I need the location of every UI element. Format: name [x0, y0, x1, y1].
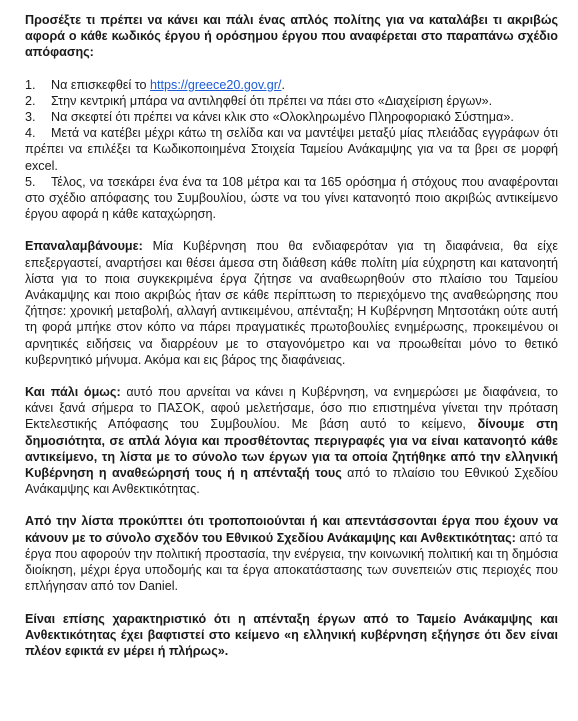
paragraph-repeat [25, 238, 558, 368]
spacer [25, 222, 558, 238]
list-text: Στην κεντρική μπάρα να αντιληφθεί ότι πρέπει να πάει στο «Διαχείριση έργων». [51, 93, 493, 108]
list-number: 4. [25, 126, 36, 141]
paragraph-text: από το πλαίσιο του Εθνικού Σχεδίου Ανάκαμψης και Ανθεκτικότητας. [25, 466, 558, 497]
paragraph-text: αυτό που αρνείται να κάνει η Κυβέρνηση, να ενημερώσει με διαφάνεια, το κάνει ξανά σήμερα το ΠΑΣΟΚ, αφού μελετήσαμε, όσο πιο επιστημένα γίνεται την πρόταση Εκτελεστικής Απόφασης του Συμβουλίου. Με βάση αυτό το κείμενο, [25, 385, 558, 432]
paragraph-characteristic: Είναι επίσης χαρακτηριστικό ότι η απένταξη έργων από το Ταμείο Ανάκαμψης και Ανθεκτικότητας έχει βαφτιστεί στο κείμενο «η ελληνική κυβέρνηση εξήγησε ότι δεν είναι πλέον εφικτά εν μέρει ή πλήρως». [25, 611, 558, 658]
list-item [25, 77, 558, 93]
paragraph-bold: δίνουμε στη δημοσιότητα, σε απλά λόγια και προσθέτοντας περιγραφές για να είναι κατανοητό κάθε αντικείμενο, τη λίστα με το σύνολο των έργων για τα οποία ζητήθηκε από την ελληνική Κυβέρνηση η αναθεώρησή τους ή η απένταξή τους [25, 417, 558, 481]
list-text: Μετά να κατέβει μέχρι κάτω τη σελίδα και να μαντέψει μεταξύ μίας πλειάδας εγγράφων ότι πρέπει να επιλέξει τα Κωδικοποιημένα Στοιχεία Ταμείου Ανάκαμψης για να τα βρει σε μορφή excel. [25, 126, 558, 173]
greece20-link[interactable]: https://greece20.gov.gr/ [150, 77, 282, 92]
steps-list [25, 77, 558, 223]
list-text: Να επισκεφθεί το [51, 77, 151, 92]
paragraph-again [25, 384, 558, 497]
spacer [25, 368, 558, 384]
paragraph-lead: Και πάλι όμως: [25, 385, 121, 400]
paragraph-list-result [25, 513, 558, 594]
list-number: 5. [25, 174, 36, 189]
list-number: 2. [25, 93, 36, 108]
spacer [25, 595, 558, 611]
spacer [25, 61, 558, 77]
list-item [25, 125, 558, 174]
list-number: 3. [25, 110, 36, 125]
list-number: 1. [25, 77, 36, 92]
list-item [25, 174, 558, 223]
list-item [25, 109, 558, 125]
paragraph-text: Μία Κυβέρνηση που θα ενδιαφερόταν για τη διαφάνεια, θα είχε επεξεργαστεί, αναρτήσει και θέσει άμεσα στη διάθεση κάθε πολίτη μία εύχρηστη και κατανοητή λίστα για το ποια συγκεκριμένα έργα ζήτησε να αναθεωρηθούν στο πλαίσιο του Ταμείου Ανάκαμψης και ποιο ακριβώς ήταν σε κάθε περίπτωση το περιεχόμενο της αναθεώρησης που ζήτησε: χρονική μεταβολή, αλλαγή αντικειμένου, απένταξη; Η Κυβέρνηση Μητσοτάκη ούτε αυτή τη φορά μπήκε στον κόπο να πάρει πραγματικές πρωτοβουλίες ενημέρωσης, προκειμένου οι αρνητικές ειδήσεις να διαρρέουν με το σταγονόμετρο και να προωθείται μόνο το θετικό κυβερνητικό μήνυμα. Ακόμα και εις βάρος της διαφάνειας. [25, 239, 558, 367]
paragraph-text: από τα έργα που αφορούν την πολιτική προστασία, την ενέργεια, την κοινωνική πολιτική και τη δημόσια διοίκηση, μέχρι έργα υποδομής και τα έργα αποκατάστασης των συνεπειών στις περιοχές που επλήγησαν από τον Daniel. [25, 530, 558, 594]
list-item [25, 93, 558, 109]
paragraph-lead: Από την λίστα προκύπτει ότι τροποποιούνται ή και απεντάσσονται έργα που έχουν να κάνουν με το σύνολο σχεδόν του Εθνικού Σχεδίου Ανάκαμψης και Ανθεκτικότητας: [25, 514, 558, 545]
spacer [25, 497, 558, 513]
list-text: Να σκεφτεί ότι πρέπει να κάνει κλικ στο «Ολοκληρωμένο Πληροφοριακό Σύστημα». [51, 110, 514, 125]
list-text: . [281, 77, 285, 92]
paragraph-lead: Επαναλαμβάνουμε: [25, 239, 143, 254]
list-text: Τέλος, να τσεκάρει ένα ένα τα 108 μέτρα και τα 165 ορόσημα ή στόχους που αναφέρονται στο σχέδιο απόφασης του Συμβουλίου, ώστε να του γίνει κατανοητό ποιο ακριβώς αντικείμενο έργου αφορά η κάθε καταχώρηση. [25, 174, 558, 222]
intro-paragraph: Προσέξτε τι πρέπει να κάνει και πάλι ένας απλός πολίτης για να καταλάβει τι ακριβώς αφορά ο κάθε κωδικός έργου ή ορόσημου έργου που αναφέρεται στο παραπάνω σχέδιο απόφασης: [25, 13, 558, 60]
